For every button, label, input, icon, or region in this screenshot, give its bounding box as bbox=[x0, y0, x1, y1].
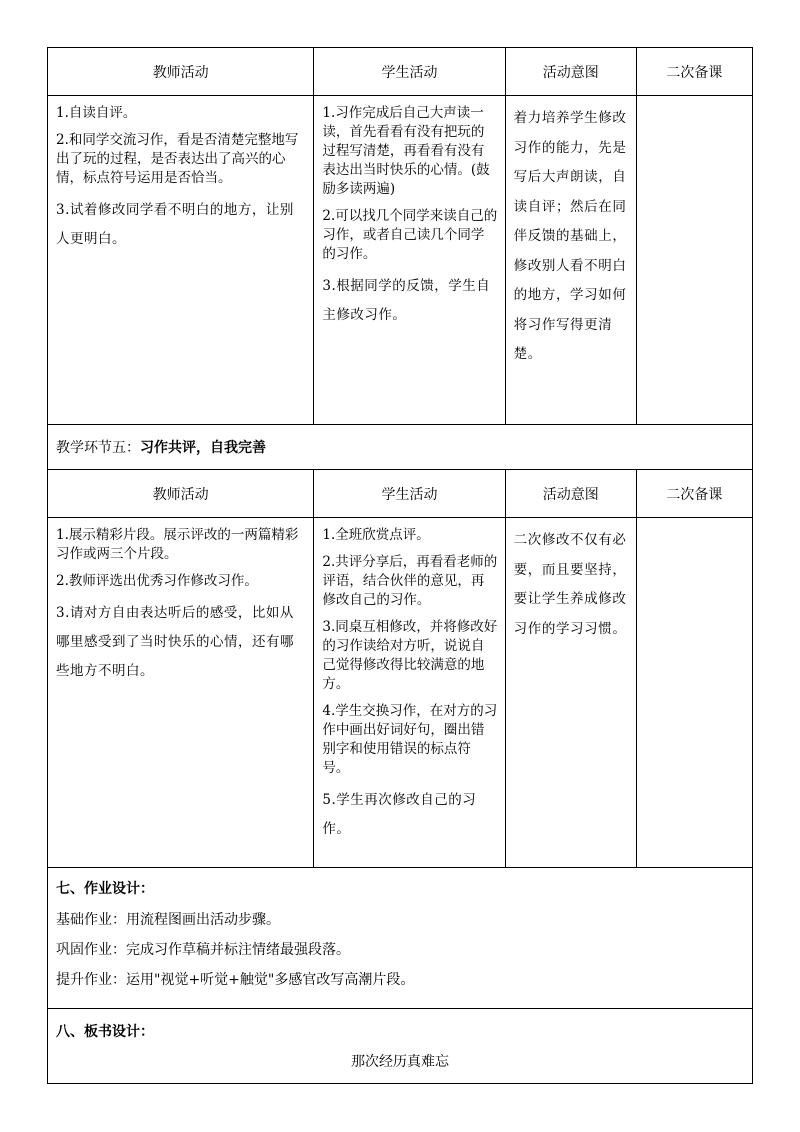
board-row bbox=[48, 1009, 753, 1084]
table-header-row bbox=[48, 48, 753, 96]
section-label: 教学环节五： bbox=[56, 440, 140, 456]
board-title: 八、板书设计： bbox=[56, 1024, 154, 1040]
table-header-row bbox=[48, 470, 753, 518]
second-preparation-cell[interactable] bbox=[636, 518, 752, 868]
activity-table-2 bbox=[47, 469, 753, 868]
activity-table-1 bbox=[47, 47, 753, 470]
homework-cell bbox=[48, 868, 753, 1009]
section-title: 习作共评，自我完善 bbox=[140, 440, 266, 456]
teacher-activity-cell bbox=[48, 96, 314, 425]
board-center-text: 那次经历真难忘 bbox=[351, 1054, 449, 1070]
student-step-3: 3.根据同学的反馈，学生自主修改习作。 bbox=[322, 278, 491, 323]
student-step-1: 1.全班欣赏点评。 bbox=[322, 527, 430, 543]
student-step-2: 2.共评分享后，再看看老师的评语，结合伙伴的意见，再修改自己的习作。 bbox=[322, 554, 498, 608]
activity-intent-text: 二次修改不仅有必要，而且要坚持，要让学生养成修改习作的学习习惯。 bbox=[513, 532, 627, 637]
teacher-step-1: 1.展示精彩片段。展示评改的一两篇精彩习作或两三个片段。 bbox=[56, 527, 299, 562]
section-row bbox=[48, 425, 753, 470]
teacher-step-1: 1.自读自评。 bbox=[56, 105, 137, 121]
teacher-activity-cell bbox=[48, 518, 314, 868]
student-step-3: 3.同桌互相修改，并将修改好的习作读给对方听，说说自己觉得修改得比较满意的地方。 bbox=[322, 619, 498, 692]
homework-advanced: 提升作业：运用"视觉+听觉+触觉"多感官改写高潮片段。 bbox=[56, 972, 415, 988]
student-step-2: 2.可以找几个同学来读自己的习作，或者自己读几个同学的习作。 bbox=[322, 208, 498, 262]
student-step-5: 5.学生再次修改自己的习作。 bbox=[322, 792, 477, 837]
activity-intent-text: 着力培养学生修改习作的能力，先是写后大声朗读，自读自评；然后在同伴反馈的基础上，修改别人看不明白的地方，学习如何将习作写得更清楚。 bbox=[513, 110, 627, 362]
table-row bbox=[48, 518, 753, 868]
lesson-plan-page bbox=[47, 47, 753, 1084]
board-cell bbox=[48, 1009, 753, 1084]
teaching-section-5 bbox=[48, 425, 753, 470]
second-preparation-cell[interactable] bbox=[636, 96, 752, 425]
header-second-preparation: 二次备课 bbox=[636, 48, 752, 96]
student-activity-cell bbox=[314, 518, 505, 868]
homework-basic: 基础作业：用流程图画出活动步骤。 bbox=[56, 912, 280, 928]
header-teacher-activity: 教师活动 bbox=[48, 48, 314, 96]
homework-table bbox=[47, 867, 753, 1009]
homework-consolidate: 巩固作业：完成习作草稿并标注情绪最强段落。 bbox=[56, 942, 350, 958]
teacher-step-2: 2.和同学交流习作，看是否清楚完整地写出了玩的过程，是否表达出了高兴的心情，标点符号运用是否恰当。 bbox=[56, 132, 299, 186]
student-activity-cell bbox=[314, 96, 505, 425]
header-teacher-activity: 教师活动 bbox=[48, 470, 314, 518]
header-student-activity: 学生活动 bbox=[314, 470, 505, 518]
teacher-step-2: 2.教师评选出优秀习作修改习作。 bbox=[56, 573, 258, 589]
activity-intent-cell bbox=[505, 518, 636, 868]
header-activity-intent: 活动意图 bbox=[505, 48, 636, 96]
teacher-step-3: 3.试着修改同学看不明白的地方，让别人更明白。 bbox=[56, 202, 294, 247]
homework-row bbox=[48, 868, 753, 1009]
board-design-table bbox=[47, 1008, 753, 1084]
header-second-preparation: 二次备课 bbox=[636, 470, 752, 518]
homework-title: 七、作业设计： bbox=[56, 881, 154, 897]
header-student-activity: 学生活动 bbox=[314, 48, 505, 96]
student-step-4: 4.学生交换习作，在对方的习作中画出好词好句，圈出错别字和使用错误的标点符号。 bbox=[322, 703, 498, 776]
table-row bbox=[48, 96, 753, 425]
activity-intent-cell bbox=[505, 96, 636, 425]
student-step-1: 1.习作完成后自己大声读一读，首先看看有没有把玩的过程写清楚，再看看有没有表达出当时快乐的心情。(鼓励多读两遍) bbox=[322, 105, 490, 197]
header-activity-intent: 活动意图 bbox=[505, 470, 636, 518]
teacher-step-3: 3.请对方自由表达听后的感受，比如从哪里感受到了当时快乐的心情，还有哪些地方不明白。 bbox=[56, 605, 294, 679]
